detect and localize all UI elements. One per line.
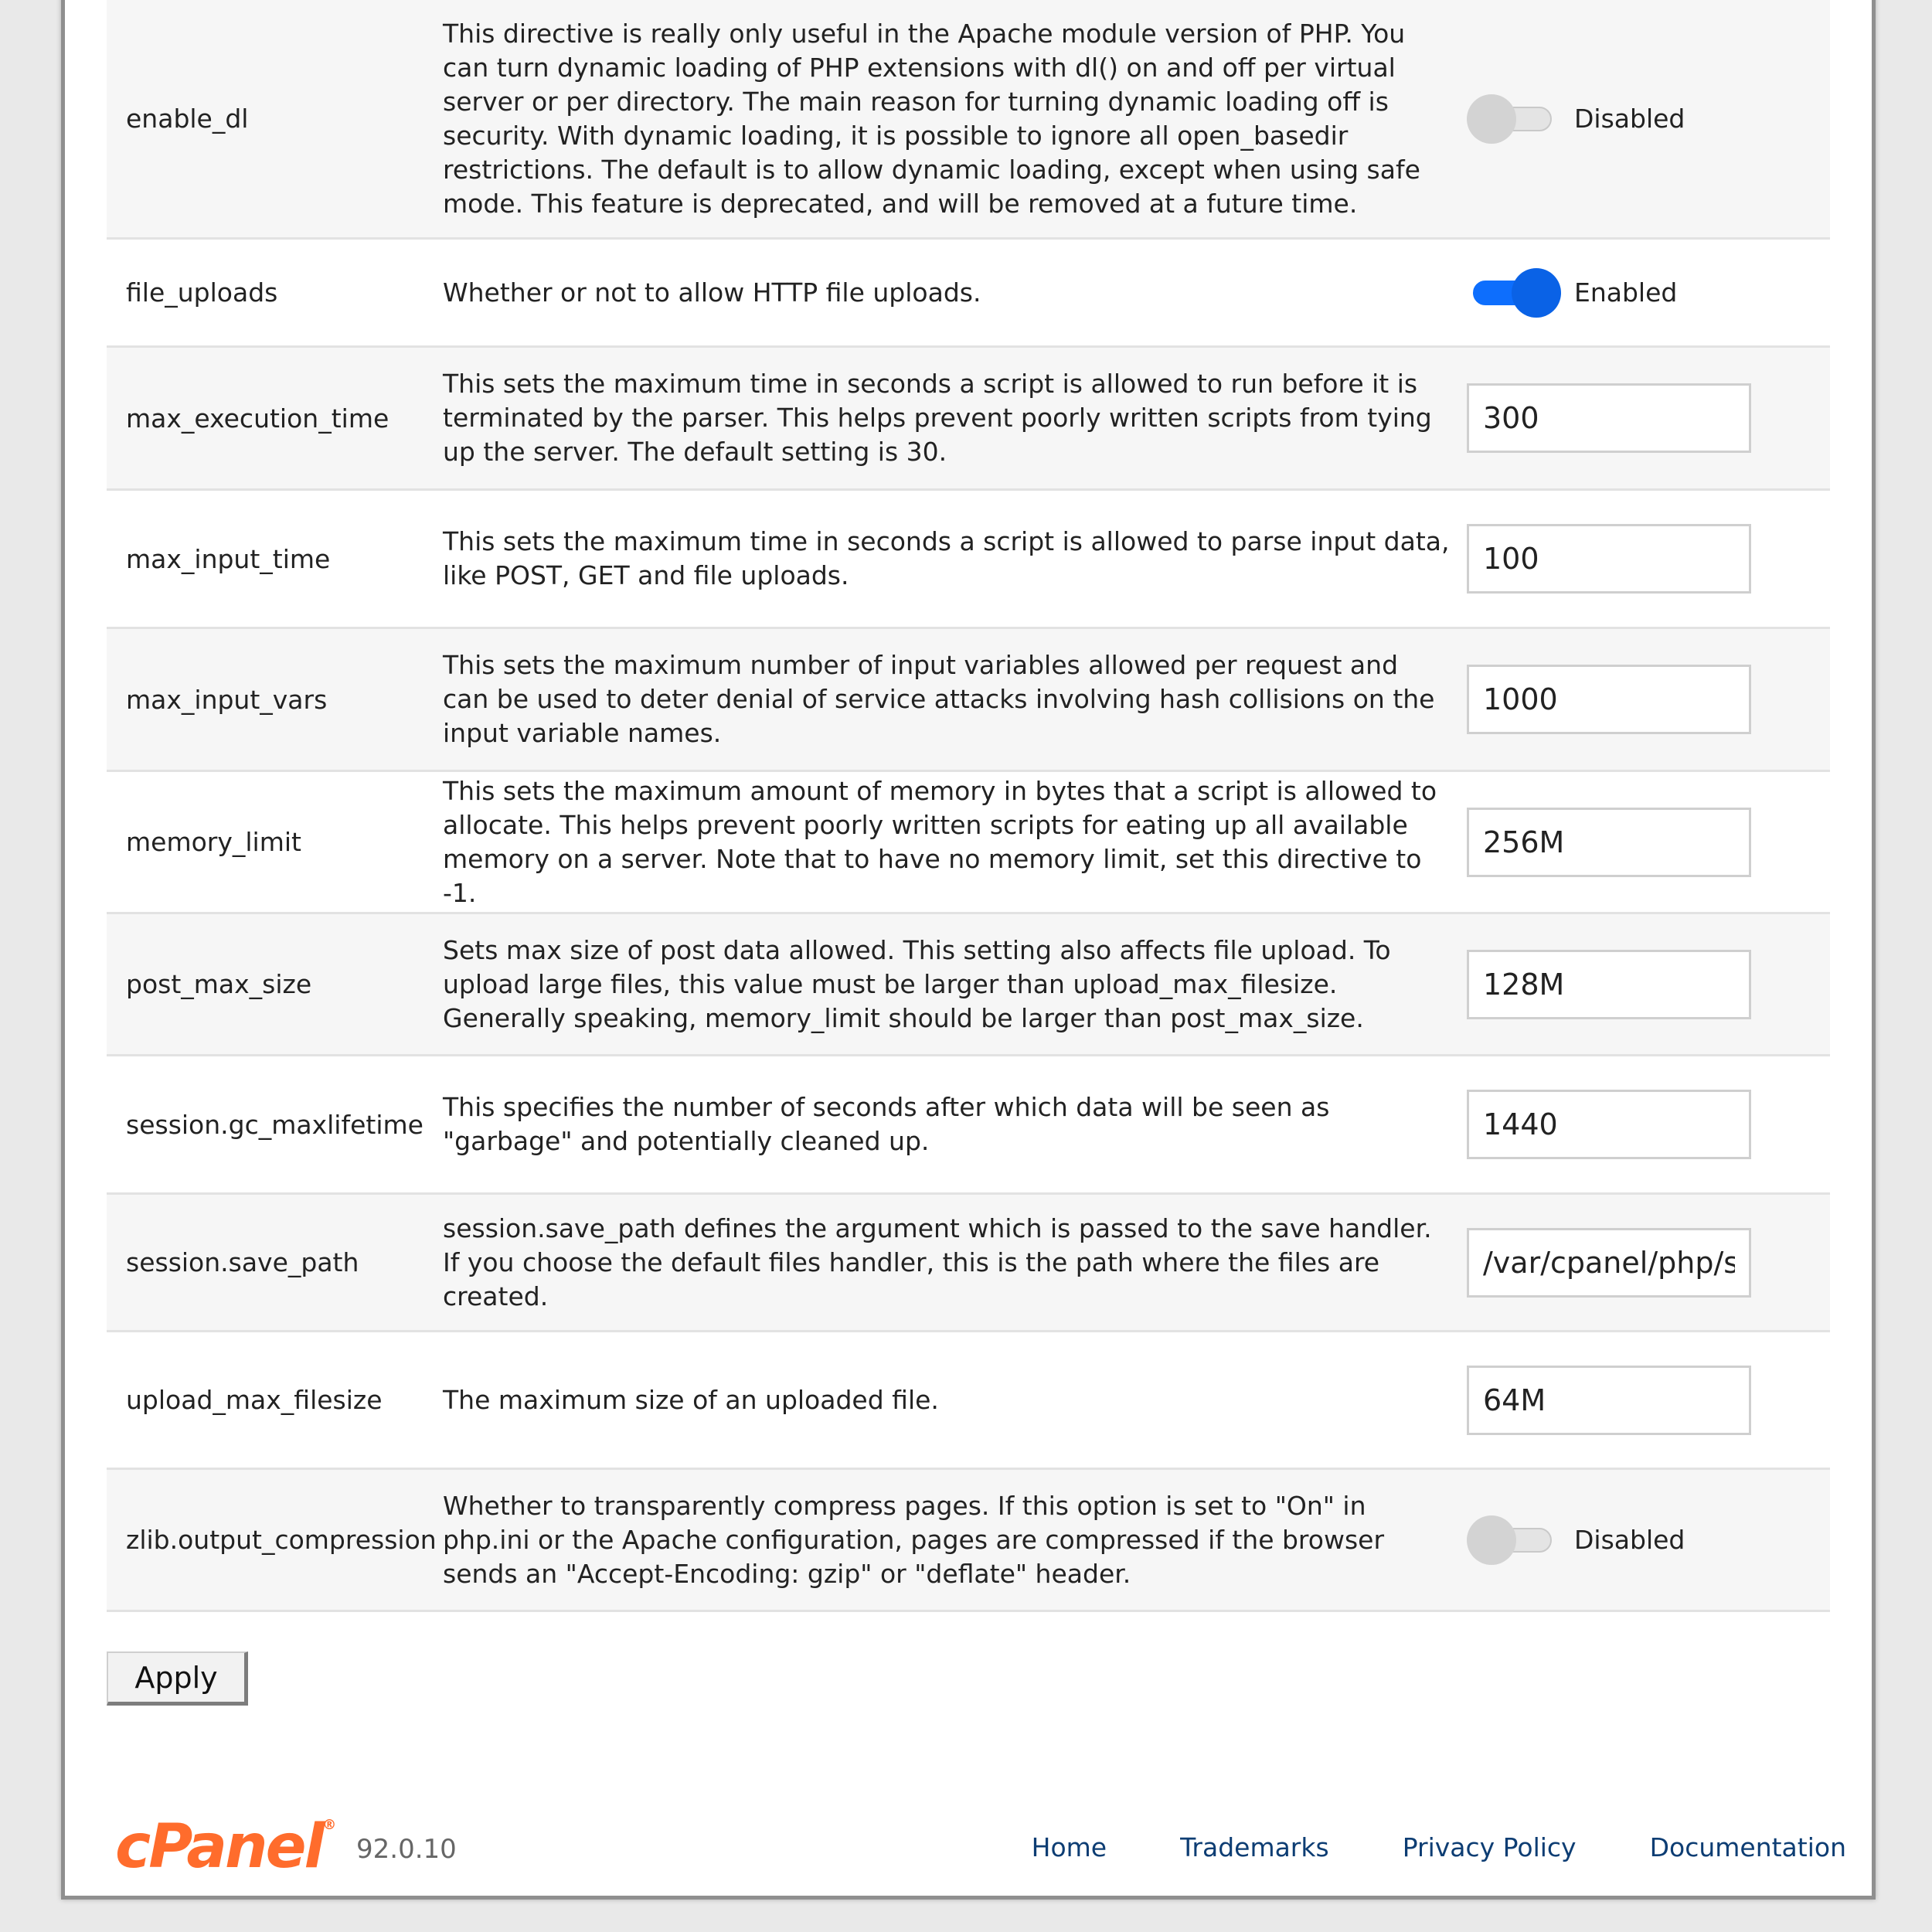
setting-description: The maximum size of an uploaded file. xyxy=(443,1384,939,1415)
table-row xyxy=(107,1470,1830,1612)
footer-link-documentation[interactable]: Documentation xyxy=(1649,1832,1846,1862)
upload-max-filesize-input[interactable] xyxy=(1467,1366,1751,1435)
setting-description: This sets the maximum time in seconds a script is allowed to parse input data, like POST, GET and file uploads. xyxy=(443,526,1450,590)
setting-control xyxy=(1467,383,1830,453)
file-uploads-toggle[interactable] xyxy=(1467,268,1556,318)
session-save-path-input[interactable] xyxy=(1467,1228,1751,1298)
setting-control xyxy=(1467,1090,1830,1159)
apply-button[interactable]: Apply xyxy=(107,1651,248,1706)
footer-link-trademarks[interactable]: Trademarks xyxy=(1180,1832,1329,1862)
toggle-state-label: Disabled xyxy=(1574,1525,1685,1555)
setting-description: This directive is really only useful in the Apache module version of PHP. You can turn dynamic loading of PHP extensions with dl() on and off per virtual server or per directory. The main reason for turning dynamic loading off is security. With dynamic loading, it is possible to ignore all open_basedir restrictions. The default is to allow dynamic loading, except when using safe mode. This feature is deprecated, and will be removed at a future time. xyxy=(443,18,1420,219)
setting-control xyxy=(1467,1515,1830,1565)
logo-text: cPanel xyxy=(115,1812,323,1882)
max-input-time-input[interactable] xyxy=(1467,524,1751,594)
main-panel xyxy=(61,0,1876,1900)
setting-description: This sets the maximum number of input variables allowed per request and can be used to deter denial of service attacks involving hash collisions on the input variable names. xyxy=(443,650,1435,748)
setting-control xyxy=(1467,808,1830,877)
setting-description: This sets the maximum time in seconds a script is allowed to run before it is terminated by the parser. This helps prevent poorly written scripts from tying up the server. The default setting is 30. xyxy=(443,369,1432,467)
setting-control xyxy=(1467,665,1830,734)
footer-links xyxy=(958,1832,1846,1862)
max-input-vars-input[interactable] xyxy=(1467,665,1751,734)
setting-name: session.gc_maxlifetime xyxy=(126,1109,423,1140)
toggle-state-label: Enabled xyxy=(1574,277,1678,308)
setting-name: zlib.output_compression xyxy=(126,1525,437,1555)
table-row xyxy=(107,348,1830,491)
session-gc-maxlifetime-input[interactable] xyxy=(1467,1090,1751,1159)
setting-description: Whether to transparently compress pages. If this option is set to "On" in php.ini or the Apache configuration, pages are compressed if the browser sends an "Accept-Encoding: gzip" or "deflate" header. xyxy=(443,1490,1385,1589)
setting-description: Sets max size of post data allowed. This setting also affects file upload. To upload large files, this value must be larger than upload_max_filesize. Generally speaking, memory_limit should be larger than post_max_size. xyxy=(443,934,1391,1033)
cpanel-logo[interactable] xyxy=(115,1812,334,1882)
setting-control xyxy=(1467,94,1830,144)
toggle-knob xyxy=(1467,1515,1516,1565)
setting-description: This sets the maximum amount of memory in bytes that a script is allowed to allocate. This helps prevent poorly written scripts for eating up all available memory on a server. Note that to have no memory limit, set this directive to -1. xyxy=(443,775,1437,908)
max-execution-time-input[interactable] xyxy=(1467,383,1751,453)
table-row xyxy=(107,1056,1830,1195)
setting-name: max_input_time xyxy=(126,543,331,574)
toggle-knob xyxy=(1467,94,1516,144)
setting-name: memory_limit xyxy=(126,827,301,857)
footer-link-privacy-policy[interactable]: Privacy Policy xyxy=(1402,1832,1577,1862)
footer-link-home[interactable]: Home xyxy=(1031,1832,1107,1862)
setting-description: Whether or not to allow HTTP file uploads. xyxy=(443,277,981,308)
memory-limit-input[interactable] xyxy=(1467,808,1751,877)
setting-control xyxy=(1467,524,1830,594)
version-label: 92.0.10 xyxy=(356,1834,457,1865)
table-row xyxy=(107,0,1830,240)
table-row xyxy=(107,240,1830,348)
setting-name: max_input_vars xyxy=(126,684,328,715)
setting-name: enable_dl xyxy=(126,104,249,134)
zlib-output-compression-toggle[interactable] xyxy=(1467,1515,1556,1565)
enable-dl-toggle[interactable] xyxy=(1467,94,1556,144)
footer xyxy=(115,1812,1846,1882)
table-row xyxy=(107,772,1830,914)
toggle-state-label: Disabled xyxy=(1574,104,1685,134)
setting-name: file_uploads xyxy=(126,277,278,308)
registered-mark: ® xyxy=(322,1817,335,1833)
post-max-size-input[interactable] xyxy=(1467,950,1751,1019)
table-row xyxy=(107,914,1830,1056)
setting-name: session.save_path xyxy=(126,1247,359,1277)
setting-description: session.save_path defines the argument which is passed to the save handler. If you choose the default files handler, this is the path where the files are created. xyxy=(443,1213,1432,1311)
table-row xyxy=(107,1195,1830,1332)
table-row xyxy=(107,1332,1830,1470)
setting-name: max_execution_time xyxy=(126,403,389,434)
setting-control xyxy=(1467,268,1830,318)
setting-control xyxy=(1467,950,1830,1019)
table-row xyxy=(107,629,1830,772)
setting-name: upload_max_filesize xyxy=(126,1385,383,1415)
table-row xyxy=(107,491,1830,629)
setting-name: post_max_size xyxy=(126,969,312,999)
setting-description: This specifies the number of seconds after which data will be seen as "garbage" and potentially cleaned up. xyxy=(443,1092,1330,1156)
setting-control xyxy=(1467,1366,1830,1435)
toggle-knob xyxy=(1512,268,1561,318)
php-settings-table xyxy=(107,0,1830,1612)
setting-control xyxy=(1467,1228,1830,1298)
